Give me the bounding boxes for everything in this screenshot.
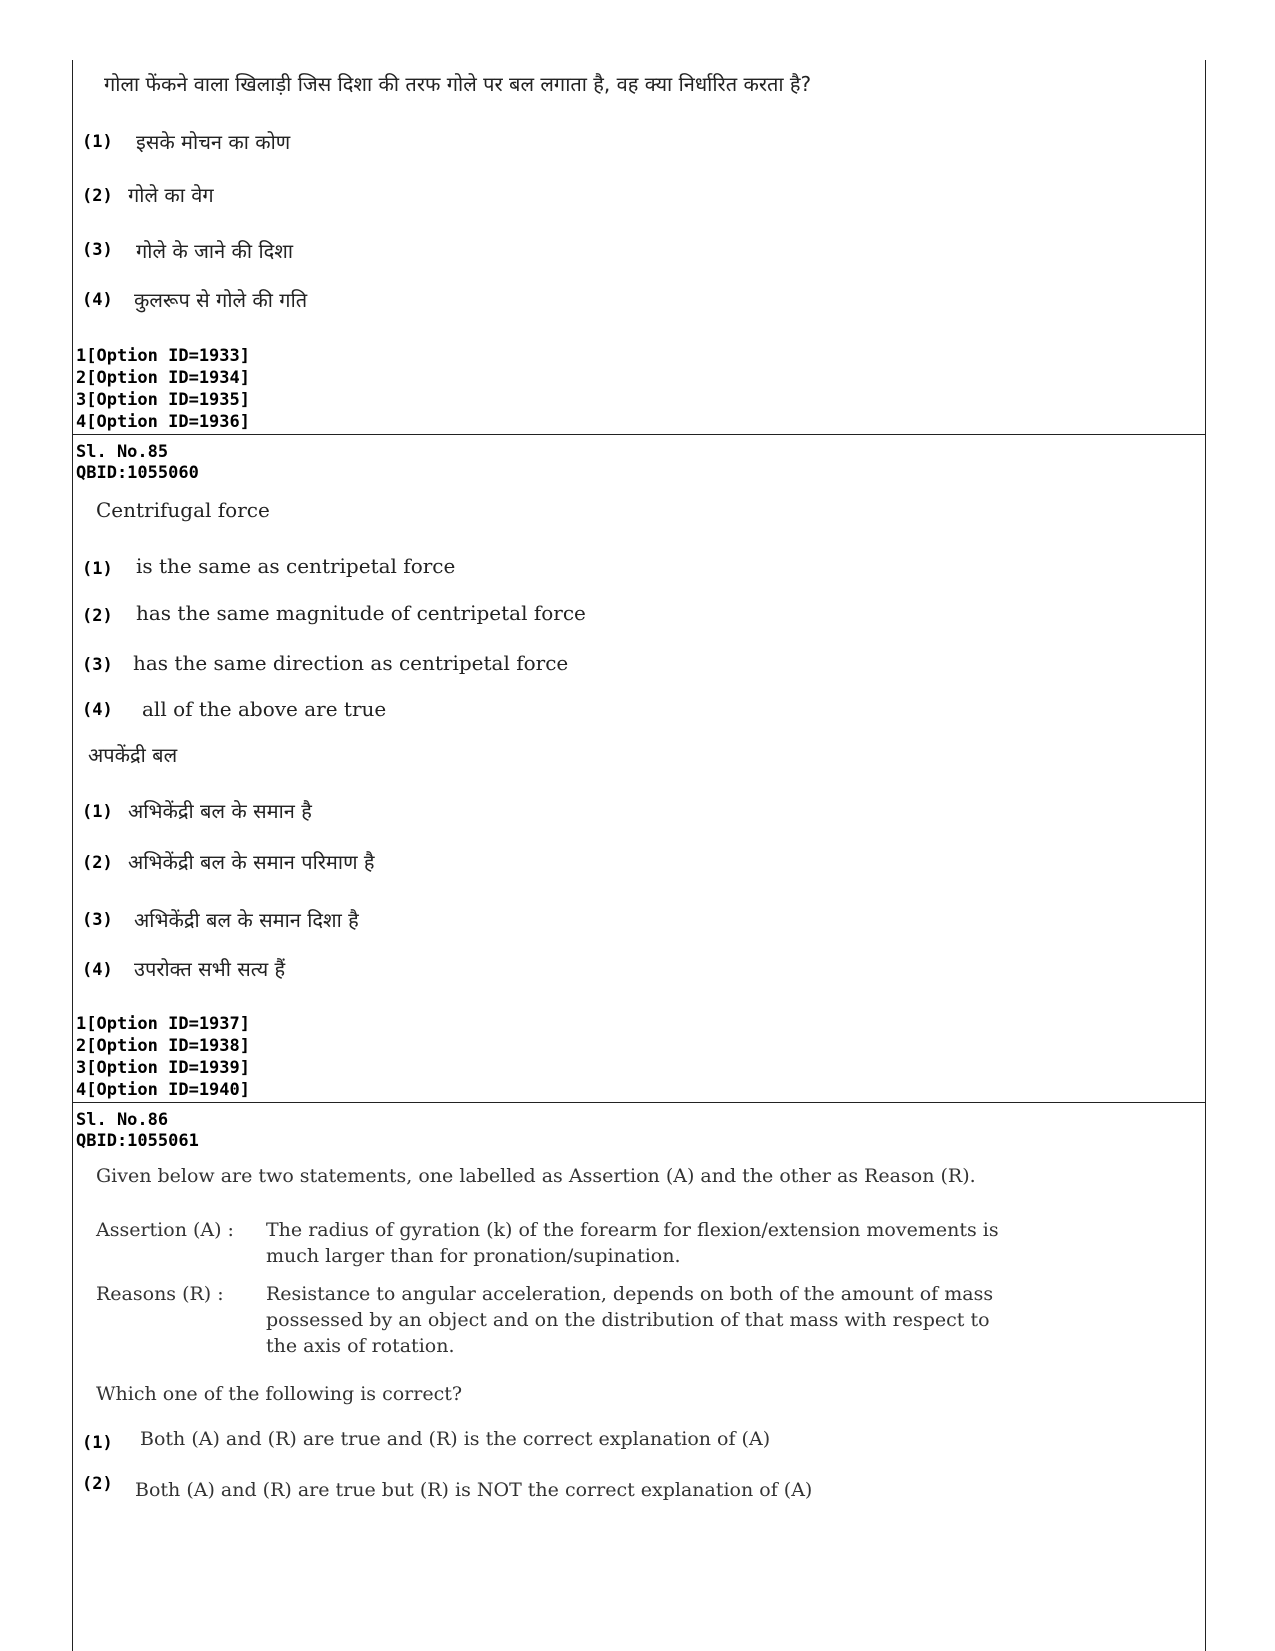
q85-hi-option-2-text: अभिकेंद्री बल के समान परिमाण है [128, 850, 375, 874]
option-id: 2[Option ID=1934] [76, 368, 250, 388]
q85-sl-no: Sl. No.85 [76, 442, 169, 462]
q85-hi-option-1-number: (1) [82, 802, 113, 822]
q85-en-option-2-number: (2) [82, 606, 113, 626]
q85-en-option-3-text: has the same direction as centripetal force [133, 651, 569, 675]
reason-text [266, 1281, 1006, 1359]
q85-stem-hindi: अपकेंद्री बल [88, 743, 178, 767]
question-divider [73, 1102, 1205, 1103]
q84-option-1-number: (1) [82, 132, 113, 152]
q86-option-2-number: (2) [82, 1474, 113, 1494]
q84-option-3-text: गोले के जाने की दिशा [136, 239, 294, 263]
reason-line: the axis of rotation. [266, 1335, 455, 1357]
q84-option-2-text: गोले का वेग [128, 183, 214, 207]
q86-option-2-text: Both (A) and (R) are true but (R) is NOT the correct explanation of (A) [135, 1479, 813, 1501]
q84-option-3-number: (3) [82, 240, 113, 260]
q85-hi-option-4-number: (4) [82, 960, 113, 980]
q85-hi-option-4-text: उपरोक्त सभी सत्य हैं [134, 957, 286, 981]
q86-question: Which one of the following is correct? [96, 1383, 463, 1405]
q85-en-option-4-number: (4) [82, 700, 113, 720]
q85-option-ids [76, 1013, 250, 1101]
q85-hi-option-3-number: (3) [82, 910, 113, 930]
q85-en-option-4-text: all of the above are true [142, 697, 387, 721]
option-id: 4[Option ID=1936] [76, 412, 250, 432]
q84-option-4-text: कुलरूप से गोले की गति [134, 288, 308, 312]
q85-hi-option-1-text: अभिकेंद्री बल के समान है [128, 799, 312, 823]
option-id: 2[Option ID=1938] [76, 1036, 250, 1056]
q86-option-1-text: Both (A) and (R) are true and (R) is the correct explanation of (A) [140, 1428, 771, 1450]
option-id: 4[Option ID=1940] [76, 1080, 250, 1100]
assertion-text [266, 1217, 1006, 1269]
option-id: 3[Option ID=1939] [76, 1058, 250, 1078]
option-id: 3[Option ID=1935] [76, 390, 250, 410]
q86-qbid: QBID:1055061 [76, 1131, 199, 1151]
reason-label: Reasons (R) : [96, 1283, 224, 1305]
q84-option-2-number: (2) [82, 186, 113, 206]
q85-stem-english: Centrifugal force [96, 498, 270, 522]
q85-qbid: QBID:1055060 [76, 463, 199, 483]
q85-hi-option-3-text: अभिकेंद्री बल के समान दिशा है [134, 908, 359, 932]
q86-sl-no: Sl. No.86 [76, 1110, 169, 1130]
assertion-label: Assertion (A) : [96, 1219, 234, 1241]
q85-en-option-1-number: (1) [82, 559, 113, 579]
q85-en-option-3-number: (3) [82, 655, 113, 675]
q84-option-1-text: इसके मोचन का कोण [136, 130, 291, 154]
reason-line: possessed by an object and on the distribution of that mass with respect to [266, 1309, 990, 1331]
option-id: 1[Option ID=1937] [76, 1014, 250, 1034]
q85-en-option-2-text: has the same magnitude of centripetal force [136, 601, 586, 625]
q85-en-option-1-text: is the same as centripetal force [136, 554, 456, 578]
option-id: 1[Option ID=1933] [76, 346, 250, 366]
q84-option-4-number: (4) [82, 290, 113, 310]
assertion-line: The radius of gyration (k) of the forearm for flexion/extension movements is [266, 1219, 999, 1241]
q86-option-1-number: (1) [82, 1433, 113, 1453]
q84-stem-hindi: गोला फेंकने वाला खिलाड़ी जिस दिशा की तरफ गोले पर बल लगाता है, वह क्या निर्धारित करता है? [104, 72, 812, 96]
assertion-line: much larger than for pronation/supination. [266, 1245, 681, 1267]
q85-hi-option-2-number: (2) [82, 853, 113, 873]
q86-intro: Given below are two statements, one labelled as Assertion (A) and the other as Reason (R). [96, 1165, 976, 1187]
reason-line: Resistance to angular acceleration, depends on both of the amount of mass [266, 1283, 994, 1305]
q84-option-ids [76, 345, 250, 433]
question-divider [73, 434, 1205, 435]
